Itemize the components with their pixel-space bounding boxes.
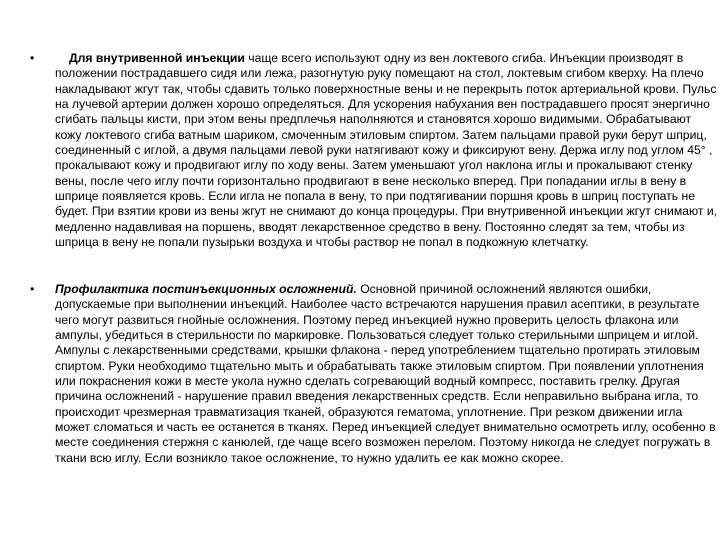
bullet-marker: • (30, 51, 35, 65)
paragraph-body-text: Основной причиной осложнений являются ошибки, допускаемые при выполнении инъекций. Наиболее часто встречаются нарушения правил асептики, в результате чего могут развиться гнойные осложнения. Поэтому перед инъекцией нужно проверить целость флакона или ампулы, убедиться в стерильности по маркировке. Пользоваться следует только стерильными шприцем и иглой. Ампулы с лекарственными средствами, крышки флакона - перед употреблением тщательно протирать этиловым спиртом. Руки необходимо тщательно мыть и обрабатывать также этиловым спиртом. При появлении уплотнения или покраснения кожи в месте укола нужно сделать согревающий водный компресс, поставить грелку. Другая причина осложнений - нарушение правил введения лекарственных средств. Если неправильно выбрана игла, то происходит чрезмерная травматизация тканей, образуются гематома, уплотнение. При резком движении игла может сломаться и часть ее останется в тканях. Перед инъекцией следует внимательно осмотреть иглу, особенно в месте соединения стержня с канюлей, где чаще всего возможен перелом. Поэтому никогда не следует погружать в ткани всю иглу. Если возникло такое осложнение, то нужно удалить ее как можно скорее. (55, 282, 716, 465)
paragraph-body-text: чаще всего используют одну из вен локтевого сгиба. Инъекции производят в положении пострадавшего сидя или лежа, разогнутую руку помещают на стол, локтевым сгибом кверху. На плечо накладывают жгут так, чтобы сдавить только поверхностные вены и не перекрыть поток артериальной крови. Пульс на лучевой артерии должен хорошо определяться. Для ускорения набухания вен пострадавшего просят энергично сгибать пальцы кисти, при этом вены предплечья наполняются и становятся хорошо видимыми. Обрабатывают кожу локтевого сгиба ватным шариком, смоченным этиловым спиртом. Затем пальцами правой руки берут шприц, соединенный с иглой, а двумя пальцами левой руки натягивают кожу и фиксируют вену. Держа иглу под углом 45° , прокалывают кожу и продвигают иглу по ходу вены. Затем уменьшают угол наклона иглы и прокалывают стенку вены, после чего иглу почти горизонтально продвигают в вене несколько вперед. При попадании иглы в вену в шприце появляется кровь. Если игла не попала в вену, то при подтягивании поршня кровь в шприц поступать не будет. При взятии крови из вены жгут не снимают до конца процедуры. При внутривенной инъекции жгут снимают и, медленно надавливая на поршень, вводят лекарственное средство в вену. Постоянно следят за тем, чтобы из шприца в вену не попали пузырьки воздуха и чтобы раствор не попал в подкожную клетчатку. (55, 51, 718, 250)
paragraph-complication-prevention (55, 282, 720, 466)
bullet-marker: • (30, 282, 35, 296)
paragraph-lead-heading: Профилактика постинъекционных осложнений. (55, 282, 357, 296)
paragraph-lead-heading: Для внутривенной инъекции (69, 51, 245, 65)
paragraph-intravenous-injection (55, 51, 720, 250)
